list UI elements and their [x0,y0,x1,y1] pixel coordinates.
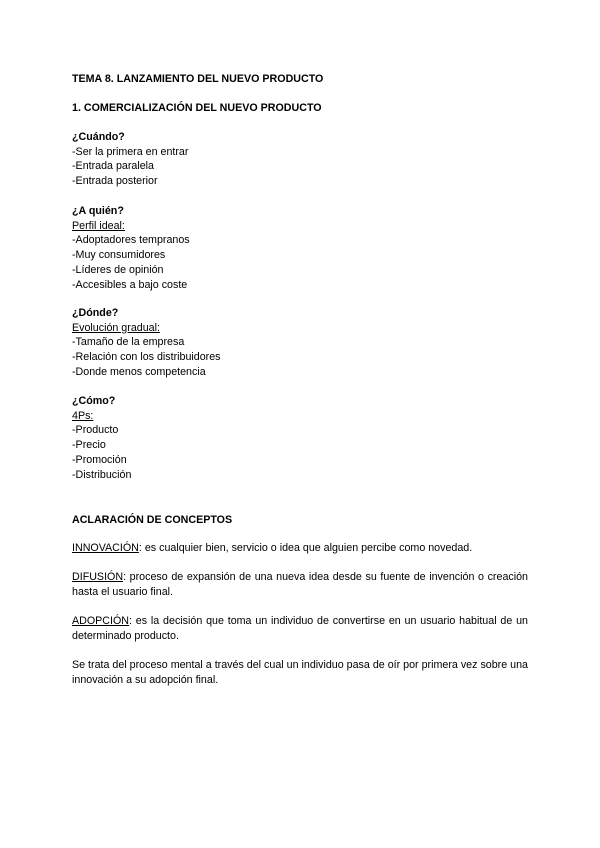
como-block [72,394,131,482]
difusion-paragraph [72,570,528,599]
list-item: -Tamaño de la empresa [72,336,185,349]
closing-paragraph: Se trata del proceso mental a través del cual un individuo pasa de oír por primera vez sobre una innovación a su adopción final. [72,659,528,686]
list-item: -Ser la primera en entrar [72,145,189,158]
list-item: -Producto [72,424,119,437]
como-sublabel: 4Ps: [72,409,94,422]
donde-sublabel: Evolución gradual: [72,321,160,334]
innovacion-paragraph [72,541,528,556]
list-item: -Líderes de opinión [72,263,164,276]
list-item: -Muy consumidores [72,249,166,262]
list-item: -Relación con los distribuidores [72,351,221,364]
cuando-block [72,130,188,189]
adopcion-term: ADOPCIÓN [72,615,130,627]
list-item: -Adoptadores tempranos [72,234,190,247]
list-item: -Entrada paralela [72,160,154,173]
list-item: -Entrada posterior [72,175,158,188]
innovacion-text: : es cualquier bien, servicio o idea que alguien percibe como novedad. [138,542,473,554]
aquien-block [72,204,190,292]
section-2-title: ACLARACIÓN DE CONCEPTOS [72,514,233,526]
cuando-question: ¿Cuándo? [72,131,125,143]
aquien-question: ¿A quién? [72,205,124,217]
list-item: -Accesibles a bajo coste [72,278,188,291]
list-item: -Donde menos competencia [72,365,206,378]
difusion-term: DIFUSIÓN [72,571,124,583]
section-1-title: 1. COMERCIALIZACIÓN DEL NUEVO PRODUCTO [72,102,322,114]
aquien-sublabel: Perfil ideal: [72,219,125,232]
donde-question: ¿Dónde? [72,307,119,319]
list-item: -Precio [72,439,106,452]
como-question: ¿Cómo? [72,395,116,407]
list-item: -Distribución [72,468,132,481]
adopcion-text: : es la decisión que toma un individuo de convertirse en un usuario habitual de un determinado producto. [72,615,528,642]
innovacion-term: INNOVACIÓN [72,542,139,554]
document-title: TEMA 8. LANZAMIENTO DEL NUEVO PRODUCTO [72,73,324,85]
donde-block [72,306,221,380]
difusion-text: : proceso de expansión de una nueva idea desde su fuente de invención o creación hasta el usuario final. [72,571,528,598]
adopcion-paragraph [72,614,528,643]
list-item: -Promoción [72,453,127,466]
